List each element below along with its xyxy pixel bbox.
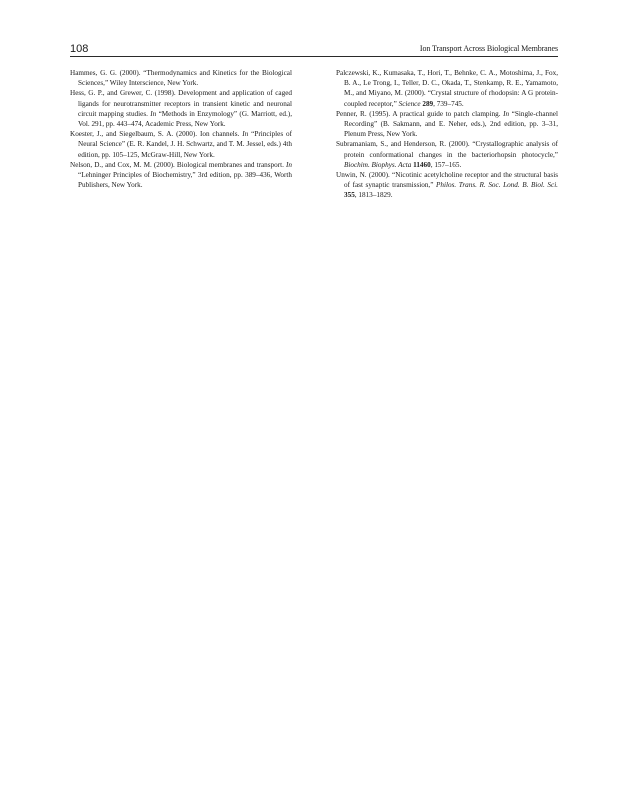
reference-volume: 355 bbox=[344, 191, 355, 200]
page-header bbox=[70, 42, 558, 56]
reference-journal: Science bbox=[398, 99, 421, 108]
reference-text: , 157–165. bbox=[430, 160, 462, 169]
reference-in: In bbox=[286, 160, 292, 169]
reference-penner bbox=[336, 109, 558, 140]
reference-journal: Philos. Trans. R. Soc. Lond. B. Biol. Sci. bbox=[436, 181, 558, 190]
reference-text: Nelson, D., and Cox, M. M. (2000). Biological membranes and transport. bbox=[70, 160, 286, 169]
reference-text: “Principles of Neural Science” (E. R. Kandel, J. H. Schwartz, and T. M. Jessel, eds.) 4th edition, pp. 105–125, McGraw-Hill, New York. bbox=[78, 130, 292, 159]
running-head: Ion Transport Across Biological Membranes bbox=[419, 44, 558, 53]
reference-text: “Methods in Enzymology” (G. Marriott, ed.), Vol. 291, pp. 443–474, Academic Press, New York. bbox=[78, 109, 292, 129]
reference-volume: 289 bbox=[422, 99, 434, 108]
reference-unwin bbox=[336, 170, 558, 201]
references-right-column bbox=[336, 68, 558, 201]
reference-text: Penner, R. (1995). A practical guide to patch clamping. bbox=[336, 109, 504, 118]
reference-hammes bbox=[70, 68, 292, 88]
reference-nelson bbox=[70, 160, 292, 191]
reference-in: In bbox=[242, 130, 249, 139]
reference-journal: Biochim. Biophys. Acta bbox=[344, 160, 412, 169]
reference-koester bbox=[70, 129, 292, 160]
reference-volume: 11460 bbox=[413, 160, 431, 169]
reference-text: Hess, G. P., and Grewer, C. (1998). Development and application of caged ligands for neurotransmitter receptors in transient kinetic and neuronal circuit mapping studies. bbox=[70, 89, 292, 118]
reference-text: , 739–745. bbox=[433, 99, 464, 108]
reference-text: Koester, J., and Siegelbaum, S. A. (2000). Ion channels. bbox=[70, 130, 243, 139]
reference-text: Palczewski, K., Kumasaka, T., Hori, T., Behnke, C. A., Motoshima, J., Fox, B. A., Le Trong, I., Teller, D. C., Okada, T., Stenkamp, R. E., Yamamoto, M., and Miyano, M. (2000). “Crystal structure of rhodopsin: A G protein-coupled receptor,” bbox=[336, 69, 558, 108]
reference-text: “Single-channel Recording” (B. Sakmann, and E. Neher, eds.), 2nd edition, pp. 3–31, Plenum Press, New York. bbox=[344, 109, 558, 139]
reference-text: Subramaniam, S., and Henderson, R. (2000). “Crystallographic analysis of protein conformational changes in the bacteriorhopsin photocycle,” bbox=[336, 140, 558, 159]
reference-text: Hammes, G. G. (2000). “Thermodynamics and Kinetics for the Biological Sciences,” Wiley Interscience, New York. bbox=[70, 69, 292, 88]
reference-text: “Lehninger Principles of Biochemistry,” 3rd edition, pp. 389–436, Worth Publishers, New York. bbox=[78, 171, 292, 190]
reference-in: In bbox=[150, 109, 157, 118]
reference-text: , 1813–1829. bbox=[354, 191, 393, 200]
reference-subramaniam bbox=[336, 139, 558, 170]
reference-text: Unwin, N. (2000). “Nicotinic acetylcholine receptor and the structural basis of fast synaptic transmission,” bbox=[336, 171, 558, 190]
references-left-column bbox=[70, 68, 292, 190]
reference-in: In bbox=[503, 109, 510, 118]
header-rule bbox=[70, 56, 558, 57]
reference-hess bbox=[70, 88, 292, 129]
page-number: 108 bbox=[70, 43, 89, 55]
reference-palczewski bbox=[336, 68, 558, 109]
